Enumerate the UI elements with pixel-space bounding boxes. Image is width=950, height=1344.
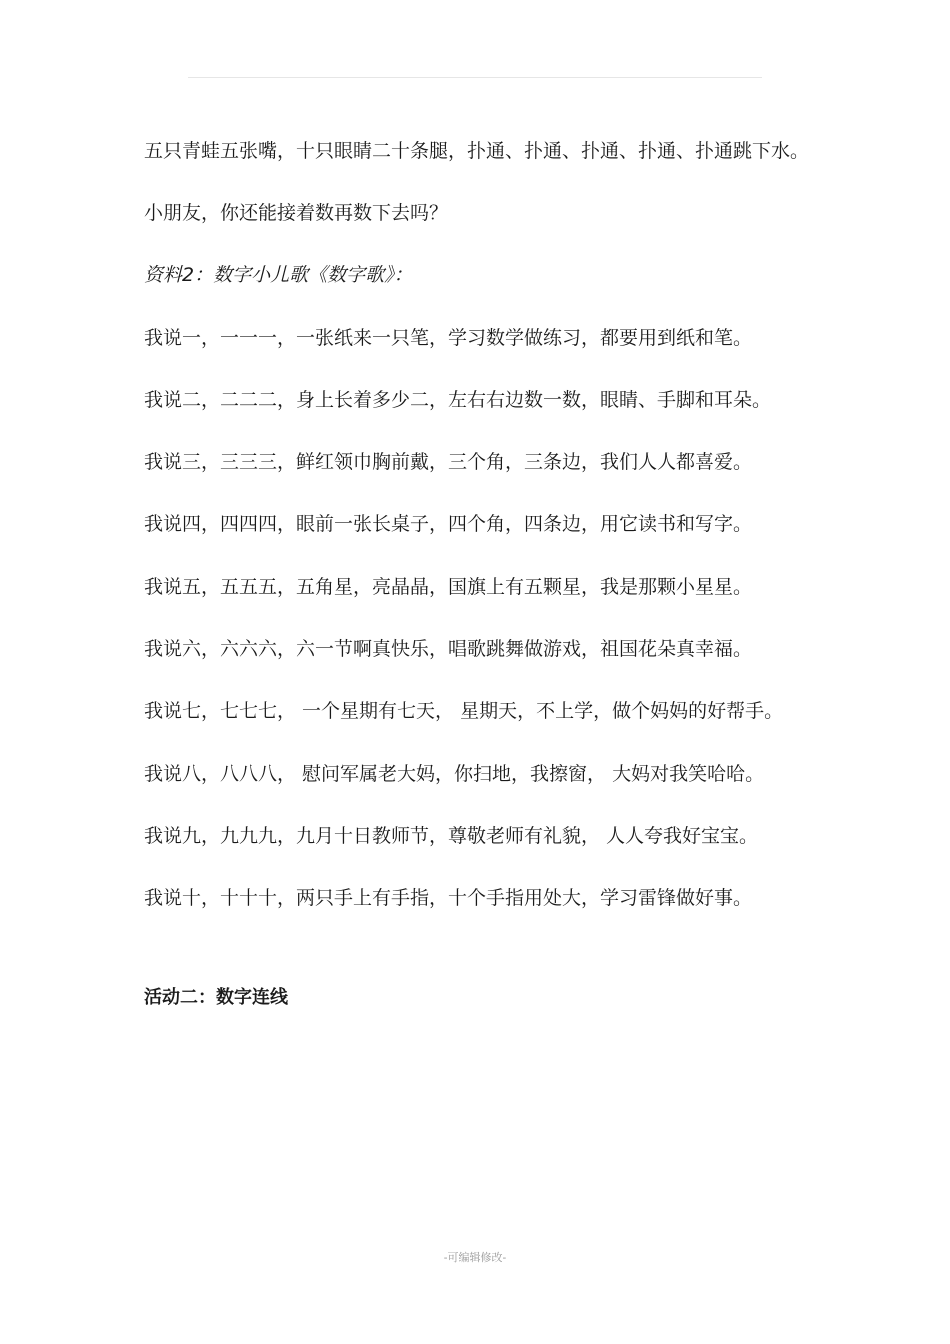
activity-heading: 活动二：数字连线 <box>144 987 288 1008</box>
header-divider <box>188 77 762 78</box>
song-line-8: 我说八，八八八， 慰问军属老大妈，你扫地，我擦窗， 大妈对我笑哈哈。 <box>144 763 765 785</box>
song-line-1: 我说一，一一一，一张纸来一只笔，学习数学做练习，都要用到纸和笔。 <box>144 327 753 349</box>
song-line-2: 我说二，二二二，身上长着多少二，左右右边数一数，眼睛、手脚和耳朵。 <box>144 389 772 411</box>
song-line-9: 我说九，九九九，九月十日教师节，尊敬老师有礼貌， 人人夸我好宝宝。 <box>144 825 759 847</box>
paragraph-question: 小朋友，你还能接着数再数下去吗？ <box>144 202 449 224</box>
song-line-4: 我说四，四四四，眼前一张长桌子，四个角，四条边，用它读书和写字。 <box>144 513 753 535</box>
song-line-5: 我说五，五五五，五角星，亮晶晶，国旗上有五颗星，我是那颗小星星。 <box>144 576 753 598</box>
page-footer: -可编辑修改- <box>443 1251 507 1264</box>
paragraph-frogs: 五只青蛙五张嘴，十只眼睛二十条腿，扑通、扑通、扑通、扑通、扑通跳下水。 <box>144 140 810 162</box>
song-line-3: 我说三，三三三，鲜红领巾胸前戴，三个角，三条边，我们人人都喜爱。 <box>144 451 753 473</box>
song-line-7: 我说七，七七七， 一个星期有七天， 星期天，不上学，做个妈妈的好帮手。 <box>144 700 784 722</box>
song-line-6: 我说六，六六六，六一节啊真快乐，唱歌跳舞做游戏，祖国花朵真幸福。 <box>144 638 753 660</box>
song-line-10: 我说十，十十十，两只手上有手指，十个手指用处大，学习雷锋做好事。 <box>144 887 753 909</box>
material-heading: 资料2：数字小儿歌《数字歌》： <box>144 264 413 286</box>
